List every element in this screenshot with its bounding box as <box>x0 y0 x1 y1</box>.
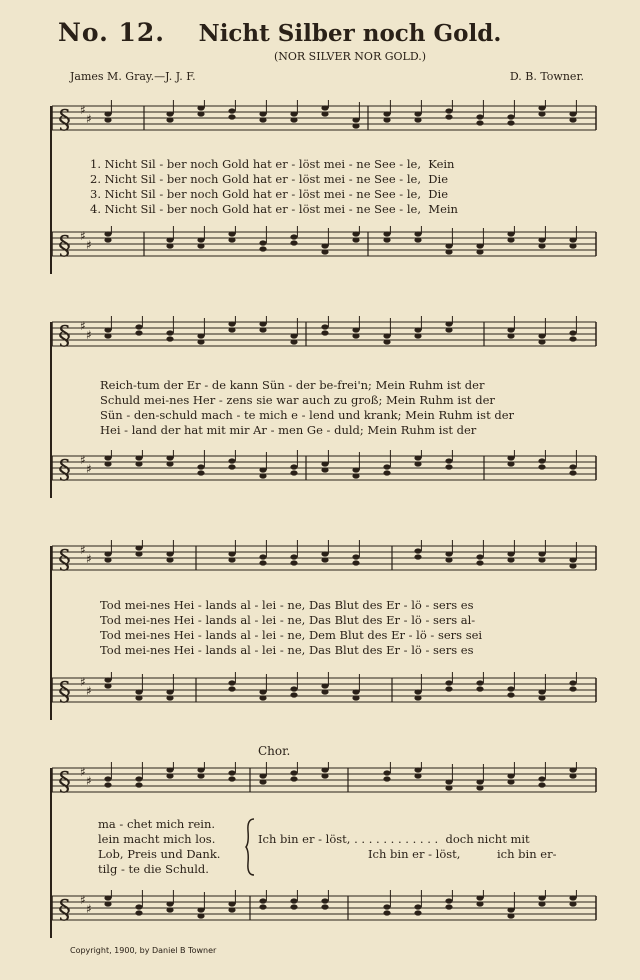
system-3-treble-staff <box>0 540 640 592</box>
svg-text:♯: ♯ <box>80 453 86 467</box>
system-1-bass-staff <box>0 226 640 278</box>
system-3-verse-3: Tod mei-nes Hei - lands al - lei - ne, Dem Blut des Er - lö - sers sei <box>100 628 483 642</box>
svg-text:§: § <box>58 767 71 797</box>
system-bracket <box>50 322 52 498</box>
system-3-verse-1: Tod mei-nes Hei - lands al - lei - ne, Das Blut des Er - lö - sers es <box>100 598 474 612</box>
system-bracket <box>50 106 52 274</box>
composer-credit: D. B. Towner. <box>509 70 584 83</box>
system-4-ending-2: lein macht mich los. <box>98 832 216 846</box>
system-1-treble-staff <box>0 100 640 140</box>
system-4-ending-4: tilg - te die Schuld. <box>98 862 209 876</box>
copyright-notice: Copyright, 1900, by Daniel B Towner <box>70 946 217 955</box>
system-bracket <box>50 546 52 720</box>
system-1-verse-2: 2. Nicht Sil - ber noch Gold hat er - löst mei - ne See - le, Die <box>90 172 448 186</box>
svg-text:♯: ♯ <box>86 902 92 916</box>
system-1-verse-4: 4. Nicht Sil - ber noch Gold hat er - löst mei - ne See - le, Mein <box>90 202 458 216</box>
system-2-treble-staff <box>0 316 640 368</box>
hymn-number: No. 12. <box>58 18 165 47</box>
system-3-verse-2: Tod mei-nes Hei - lands al - lei - ne, Das Blut des Er - lö - sers al- <box>100 613 476 627</box>
svg-text:§: § <box>58 895 71 925</box>
chorus-label: Chor. <box>258 744 291 758</box>
system-4-bass-staff <box>0 890 640 942</box>
svg-text:§: § <box>58 545 71 575</box>
system-4-ending-3: Lob, Preis und Dank. <box>98 847 221 861</box>
system-1-verse-1: 1. Nicht Sil - ber noch Gold hat er - löst mei - ne See - le, Kein <box>90 157 455 171</box>
svg-text:♯: ♯ <box>80 319 86 333</box>
svg-text:♯: ♯ <box>86 552 92 566</box>
system-3-bass-staff <box>0 672 640 724</box>
hymn-title: Nicht Silber noch Gold. <box>198 20 502 47</box>
svg-text:♯: ♯ <box>86 328 92 342</box>
system-2-verse-4: Hei - land der hat mit mir Ar - men Ge - duld; Mein Ruhm ist der <box>100 423 477 437</box>
system-4-ending-1: ma - chet mich rein. <box>98 817 216 831</box>
system-4-treble-staff <box>0 762 640 814</box>
chorus-line-1: Ich bin er - löst, . . . . . . . . . . . . doch nicht mit <box>258 832 530 846</box>
hymn-subtitle: (NOR SILVER NOR GOLD.) <box>273 50 427 63</box>
svg-text:♯: ♯ <box>80 229 86 243</box>
system-2-bass-staff <box>0 450 640 502</box>
system-3-verse-4: Tod mei-nes Hei - lands al - lei - ne, Das Blut des Er - lö - sers es <box>100 643 474 657</box>
svg-text:♯: ♯ <box>86 774 92 788</box>
svg-text:§: § <box>58 105 71 135</box>
svg-text:§: § <box>58 321 71 351</box>
system-2-verse-2: Schuld mei-nes Her - zens sie war auch zu groß; Mein Ruhm ist der <box>100 393 495 407</box>
author-credit: James M. Gray.—J. J. F. <box>70 70 196 83</box>
svg-text:♯: ♯ <box>86 238 92 252</box>
svg-text:♯: ♯ <box>80 103 86 117</box>
system-bracket <box>50 768 52 938</box>
svg-text:§: § <box>58 455 71 485</box>
svg-text:♯: ♯ <box>86 684 92 698</box>
svg-text:♯: ♯ <box>80 543 86 557</box>
chorus-line-2: Ich bin er - löst, ich bin er- <box>368 847 557 861</box>
svg-text:§: § <box>58 231 71 261</box>
svg-text:♯: ♯ <box>86 462 92 476</box>
svg-text:♯: ♯ <box>80 765 86 779</box>
svg-text:§: § <box>58 677 71 707</box>
svg-text:♯: ♯ <box>80 893 86 907</box>
svg-text:♯: ♯ <box>86 112 92 126</box>
svg-text:♯: ♯ <box>80 675 86 689</box>
system-2-verse-3: Sün - den-schuld mach - te mich e - lend und krank; Mein Ruhm ist der <box>100 408 515 422</box>
system-1-verse-3: 3. Nicht Sil - ber noch Gold hat er - löst mei - ne See - le, Die <box>90 187 448 201</box>
system-2-verse-1: Reich-tum der Er - de kann Sün - der be-frei'n; Mein Ruhm ist der <box>100 378 485 392</box>
verse-brace <box>244 817 258 877</box>
